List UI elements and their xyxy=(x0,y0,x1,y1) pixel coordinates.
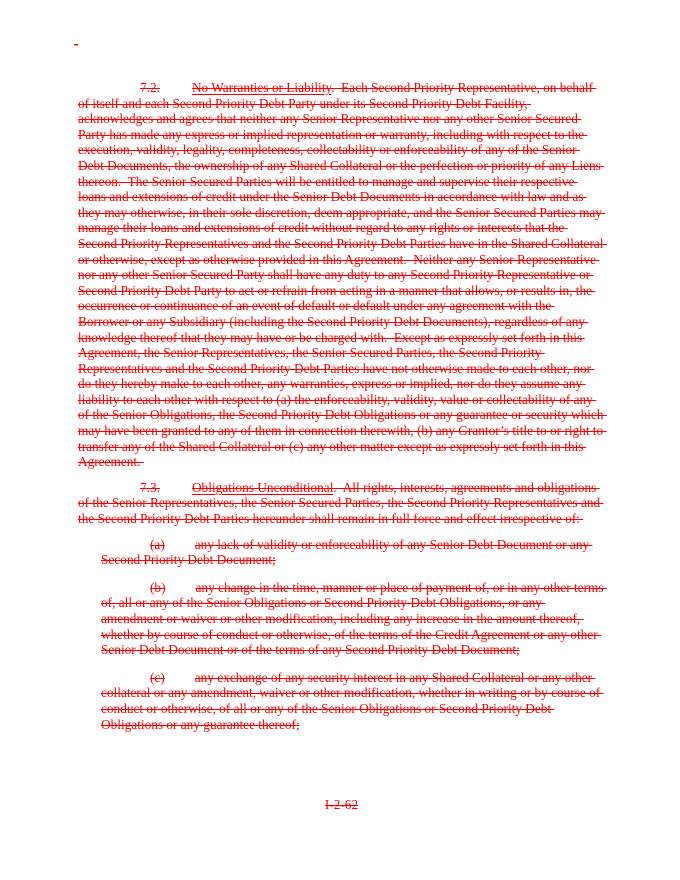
subparagraph-a-text: any lack of validity or enforceability of any Senior Debt Document or any Second Priority Debt Document; xyxy=(101,536,593,568)
section-7-2-heading: No Warranties or Liability xyxy=(191,80,332,95)
deleted-dash-mark: - xyxy=(74,36,79,51)
section-7-3-paragraph xyxy=(78,480,605,527)
subparagraph-a xyxy=(101,537,605,568)
page-footer xyxy=(78,797,605,813)
section-7-3-heading: Obligations Unconditional xyxy=(191,479,334,495)
section-7-2-paragraph xyxy=(78,80,605,470)
subparagraph-b-label: (b) xyxy=(150,579,166,595)
subparagraph-b-text: any change in the time, manner or place of payment of, or in any other terms of, all or any of the Senior Obligations or Second Priority Debt Obligations, or any amendment or waiver or other modification, including any increase in the amount thereof, whether by course of conduct or otherwise, of the terms of the Credit Agreement or any other Senior Debt Document or of the terms of any Second Priority Debt Document; xyxy=(101,579,607,658)
document-content xyxy=(78,80,605,732)
section-7-2-body: . Each Second Priority Representative, on behalf of itself and each Second Priority Debt Party under its Second Priority Debt Facility, acknowledges and agrees that neither any Senior Representative nor any other Senior Secured Party has made any express or implied representation or warranty, including with respect to the execution, validity, legality, completeness, collectability or enforceability of any of the Senior Debt Documents, the ownership of any Shared Collateral or the perfection or priority of any Liens thereon. The Senior Secured Parties will be entitled to manage and supervise their respective loans and extensions of credit under the Senior Debt Documents in accordance with law and as they may otherwise, in their sole discretion, deem appropriate, and the Senior Secured Parties may manage their loans and extensions of credit without regard to any rights or interests that the Second Priority Representatives and the Second Priority Debt Parties have in the Shared Collateral or otherwise, except as otherwise provided in this Agreement. Neither any Senior Representative nor any other Senior Secured Party shall have any duty to any Second Priority Representative or Second Priority Debt Party to act or refrain from acting in a manner that allows, or results in, the occurrence or continuance of an event of default or default under any agreement with the Borrower or any Subsidiary (including the Second Priority Debt Documents), regardless of any knowledge thereof that they may have or be charged with. Except as expressly set forth in this Agreement, the Senior Representatives, the Senior Secured Parties, the Second Priority Representatives and the Second Priority Debt Parties have not otherwise made to each other, nor do they hereby make to each other, any warranties, express or implied, nor do they assume any liability to each other with respect to (a) the enforceability, validity, value or collectability of any of the Senior Obligations, the Second Priority Debt Obligations or any guarantee or security which may have been granted to any of them in connection therewith, (b) any Grantor’s title to or right to transfer any of the Shared Collateral or (c) any other matter except as expressly set forth in this Agreement. xyxy=(78,80,607,470)
section-7-2-number: 7.2. xyxy=(140,80,160,95)
subparagraph-c-label: (c) xyxy=(150,669,165,685)
subparagraph-b xyxy=(101,580,605,658)
section-7-3-body: . All rights, interests, agreements and obligations of the Senior Representatives, the Senior Secured Parties, the Second Priority Representatives and the Second Priority Debt Parties hereunder shall remain in full force and effect irrespective of: xyxy=(78,479,604,527)
subparagraph-c-text: any exchange of any security interest in any Shared Collateral or any other collateral or any amendment, waiver or other modification, whether in writing or by course of conduct or otherwise, of all or any of the Senior Obligations or Second Priority Debt Obligations or any guarantee thereof; xyxy=(101,669,604,732)
subparagraph-c xyxy=(101,670,605,732)
page-number: I-2-62 xyxy=(324,797,359,812)
section-7-3-number: 7.3. xyxy=(140,479,160,495)
subparagraph-a-label: (a) xyxy=(150,536,165,552)
